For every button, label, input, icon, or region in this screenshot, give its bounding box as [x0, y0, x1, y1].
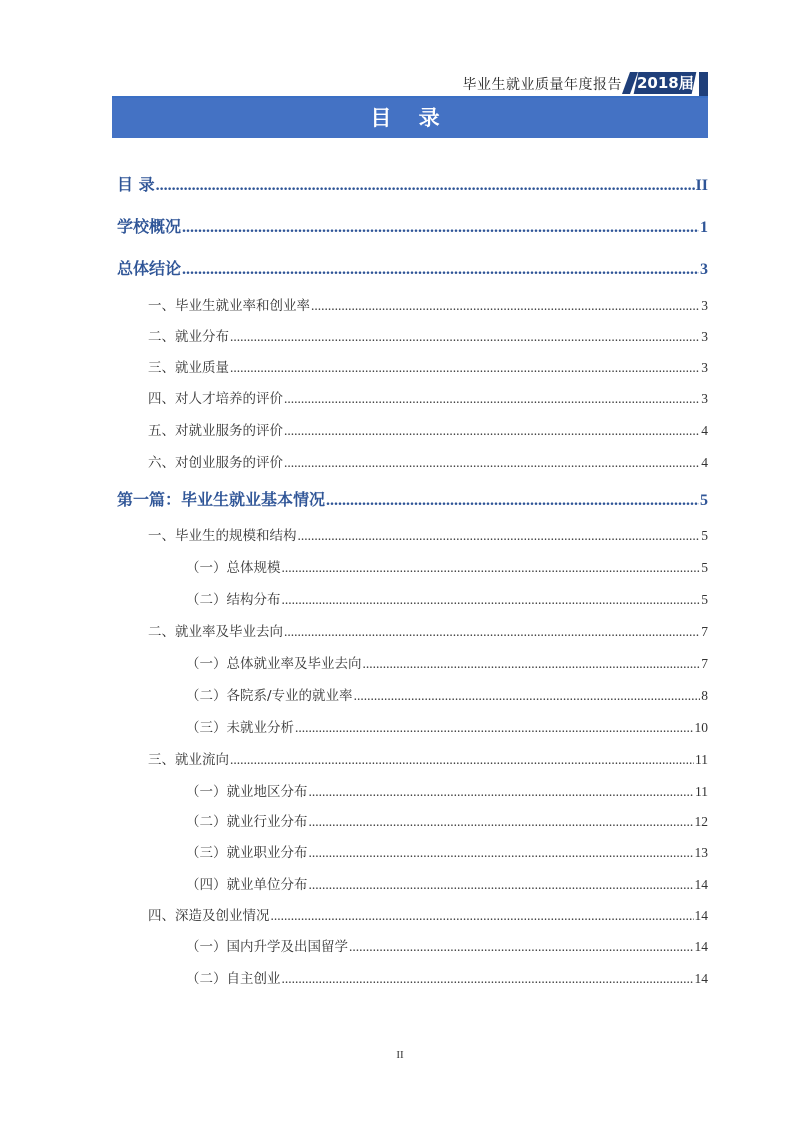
- toc-entry-label: （一）总体规模: [186, 560, 281, 574]
- toc-dot-leader: [282, 971, 694, 985]
- page-header: [112, 72, 708, 98]
- toc-dot-leader: [284, 624, 700, 638]
- toc-entry[interactable]: [186, 841, 708, 859]
- toc-entry-label: 一、毕业生的规模和结构: [148, 528, 297, 542]
- toc-entry[interactable]: [186, 780, 708, 798]
- toc-entry[interactable]: [186, 873, 708, 891]
- toc-entry-page: 12: [694, 814, 708, 828]
- toc-banner: 目 录: [112, 98, 708, 138]
- toc-entry[interactable]: [148, 419, 708, 437]
- toc-entry-label: 目 录: [117, 175, 155, 194]
- toc-dot-leader: [349, 939, 694, 953]
- toc-entry-label: （一）国内升学及出国留学: [186, 939, 348, 953]
- toc-entry[interactable]: [148, 294, 708, 312]
- toc-entry-page: 7: [701, 624, 708, 638]
- toc-entry[interactable]: [186, 935, 708, 953]
- toc-entry[interactable]: [117, 172, 708, 194]
- toc-entry-page: 7: [701, 656, 708, 670]
- toc-entry-page: 5: [700, 492, 708, 509]
- toc-dot-leader: [284, 423, 700, 437]
- toc-entry-label: 一、毕业生就业率和创业率: [148, 298, 310, 312]
- toc-entry-label: 六、对创业服务的评价: [148, 455, 283, 469]
- toc-entry-page: 3: [701, 298, 708, 312]
- toc-entry-label: 三、就业流向: [148, 752, 229, 766]
- toc-dot-leader: [230, 752, 694, 766]
- toc-entry-label: 四、对人才培养的评价: [148, 391, 283, 405]
- toc-entry-page: 11: [695, 752, 708, 766]
- toc-dot-leader: [230, 329, 700, 343]
- toc-entry-label: （一）总体就业率及毕业去向: [186, 656, 362, 670]
- toc-entry[interactable]: [148, 904, 708, 922]
- toc-entry-label: 四、深造及创业情况: [148, 908, 270, 922]
- toc-entry-label: 总体结论: [117, 259, 182, 278]
- toc-dot-leader: [298, 528, 701, 542]
- toc-entry-page: 14: [694, 939, 708, 953]
- toc-entry[interactable]: [148, 451, 708, 469]
- toc-dot-leader: [309, 814, 694, 828]
- toc-entry-page: 3: [700, 261, 708, 278]
- toc-entry[interactable]: [148, 356, 708, 374]
- toc-entry[interactable]: [148, 325, 708, 343]
- toc-dot-leader: [311, 298, 700, 312]
- toc-entry-page: 4: [701, 423, 708, 437]
- toc-entry-page: 3: [701, 391, 708, 405]
- toc-entry-label: 二、就业分布: [148, 329, 229, 343]
- toc-dot-leader: [295, 720, 694, 734]
- toc-entry-page: 5: [701, 560, 708, 574]
- toc-dot-leader: [284, 455, 700, 469]
- toc-entry-page: 3: [701, 360, 708, 374]
- toc-dot-leader: [326, 492, 699, 509]
- report-title: 毕业生就业质量年度报告: [462, 77, 622, 93]
- toc-dot-leader: [282, 592, 701, 606]
- toc-entry-page: 5: [701, 528, 708, 542]
- footer-page-number: II: [396, 1049, 404, 1061]
- toc-entry[interactable]: [186, 810, 708, 828]
- toc-entry[interactable]: [148, 387, 708, 405]
- toc-entry-page: 8: [701, 688, 708, 702]
- toc-entry-label: （三）就业职业分布: [186, 845, 308, 859]
- year-badge-text: 2018届: [636, 74, 694, 92]
- toc-dot-leader: [363, 656, 701, 670]
- toc-dot-leader: [182, 219, 699, 236]
- header-end-block-decoration: [699, 72, 708, 96]
- toc-entry[interactable]: [148, 524, 708, 542]
- toc-entry-label: 五、对就业服务的评价: [148, 423, 283, 437]
- toc-dot-leader: [354, 688, 701, 702]
- toc-entry[interactable]: [186, 556, 708, 574]
- toc-entry-label: （一）就业地区分布: [186, 784, 308, 798]
- toc-dot-leader: [309, 877, 694, 891]
- toc-dot-leader: [230, 360, 700, 374]
- toc-entry-page: 14: [694, 877, 708, 891]
- toc-dot-leader: [156, 177, 695, 194]
- toc-entry-label: （二）各院系/专业的就业率: [186, 688, 353, 702]
- toc-entry[interactable]: [186, 967, 708, 985]
- toc-entry-page: 1: [700, 219, 708, 236]
- toc-entry-page: 13: [694, 845, 708, 859]
- toc-entry-label: （二）结构分布: [186, 592, 281, 606]
- toc-entry[interactable]: [117, 256, 708, 278]
- toc-entry-label: （四）就业单位分布: [186, 877, 308, 891]
- toc-dot-leader: [182, 261, 699, 278]
- toc-entry-page: 11: [695, 784, 708, 798]
- toc-entry-label: （二）就业行业分布: [186, 814, 308, 828]
- toc-entry-page: 5: [701, 592, 708, 606]
- toc-entry-label: （二）自主创业: [186, 971, 281, 985]
- toc-entry[interactable]: [186, 716, 708, 734]
- toc-entry-page: 14: [694, 971, 708, 985]
- toc-entry-label: 第一篇：毕业生就业基本情况: [117, 490, 326, 509]
- toc-entry-label: 二、就业率及毕业去向: [148, 624, 283, 638]
- toc-entry[interactable]: [117, 214, 708, 236]
- toc-dot-leader: [309, 845, 694, 859]
- toc-entry-page: 14: [694, 908, 708, 922]
- toc-dot-leader: [271, 908, 694, 922]
- toc-entry-label: 学校概况: [117, 217, 182, 236]
- toc-entry-page: 3: [701, 329, 708, 343]
- toc-entry-page: II: [695, 177, 708, 194]
- toc-entry[interactable]: [148, 620, 708, 638]
- toc-entry[interactable]: [186, 652, 708, 670]
- toc-entry[interactable]: [148, 748, 708, 766]
- toc-entry-label: 三、就业质量: [148, 360, 229, 374]
- toc-entry-page: 10: [694, 720, 708, 734]
- toc-dot-leader: [309, 784, 695, 798]
- toc-dot-leader: [282, 560, 701, 574]
- toc-dot-leader: [284, 391, 700, 405]
- year-badge: [634, 72, 697, 94]
- toc-entry[interactable]: [117, 487, 708, 509]
- toc-entry-label: （三）未就业分析: [186, 720, 294, 734]
- toc-entry[interactable]: [186, 684, 708, 702]
- toc-entry-page: 4: [701, 455, 708, 469]
- toc-entry[interactable]: [186, 588, 708, 606]
